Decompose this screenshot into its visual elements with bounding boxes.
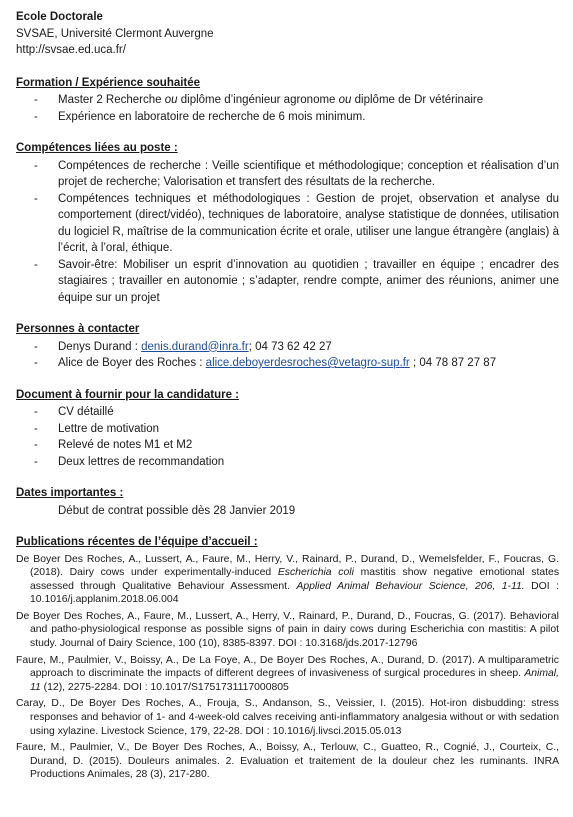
publication-entry: Faure, M., Paulmier, V., De Boyer Des Roches, A., Boissy, A., Terlouw, C., Guatteo, R., Cognié, J., Courteix, C., Durand, D. (2015). Douleurs animales. 2. Evaluation et traitement de la douleur chez les ruminants. INRA Productions Animales, 28 (3), 217-280. — [16, 742, 559, 781]
dash-bullet: - — [34, 455, 38, 468]
dash-bullet: - — [34, 159, 38, 172]
contact-phone: ; 04 73 62 42 27 — [248, 340, 332, 353]
documents-section — [16, 387, 559, 471]
dash-bullet: - — [34, 94, 38, 106]
dash-bullet: - — [34, 110, 38, 123]
contact-item — [16, 339, 559, 356]
documents-list — [16, 404, 559, 470]
contact-name: Denys Durand : — [58, 340, 142, 353]
list-item: - Expérience en laboratoire de recherche de 6 mois minimum. — [16, 109, 559, 126]
dash-bullet: - — [34, 406, 38, 418]
list-item: - Master 2 Recherche ou diplôme d’ingénieur agronome ou diplôme de Dr vétérinaire — [16, 92, 559, 109]
publication-entry: Caray, D., De Boyer Des Roches, A., Frouja, S., Andanson, S., Veissier, I. (2015). Hot-iron disbudding: stress responses and behavior of 1- and 4-week-old calves receiving anti-inflammatory analgesia without or with sedation using xylazine. Livestock Science, 179, 22-28. DOI : 10.1016/j.livsci.2015.05.013 — [16, 698, 559, 737]
contact-email-link[interactable]: alice.deboyerdesroches@vetagro-sup.fr — [205, 357, 410, 369]
dash-bullet: - — [34, 439, 38, 451]
dash-bullet: - — [34, 258, 38, 271]
dash-bullet: - — [34, 357, 38, 369]
list-item: - Lettre de motivation — [16, 421, 559, 438]
org-title: Ecole Doctorale — [16, 11, 103, 23]
list-item: - CV détaillé — [16, 404, 559, 421]
contract-start-date: Début de contrat possible dès 28 Janvier 2019 — [58, 504, 296, 517]
formation-section — [16, 75, 559, 126]
contact-name: Alice de Boyer des Roches : — [58, 357, 206, 369]
contact-phone: ; 04 78 87 27 87 — [409, 357, 497, 369]
publication-entry: De Boyer Des Roches, A., Lussert, A., Faure, M., Herry, V., Rainard, P., Durand, D., Wemelsfelder, F., Foucras, G. (2018). Dairy cows under experimentally-induced Escherichia coli mastitis show negative emotional states assessed through Qualitative Behaviour Assessment. Applied Animal Behaviour Science, 206, 1-11. DOI : 10.1016/j.applanim.2018.06.004 — [16, 553, 560, 606]
competences-list — [16, 158, 559, 307]
contacts-list — [16, 339, 559, 372]
website-url: http://svsae.ed.uca.fr/ — [16, 44, 126, 56]
publication-entry: Faure, M., Paulmier, V., Boissy, A., De La Foye, A., De Boyer Des Roches, A., Durand, D. (2017). A multiparametric approach to discriminate the impacts of different degrees of invasiveness of surgical procedures in sheep. Animal, 11 (12), 2275-2284. DOI : 10.1017/S1751731117000805 — [16, 654, 559, 693]
university-name: SVSAE, Université Clermont Auvergne — [16, 27, 214, 40]
contacts-section — [16, 321, 559, 372]
contact-email-link[interactable]: denis.durand@inra.fr — [141, 340, 249, 353]
header-block — [16, 9, 559, 59]
dates-section — [16, 485, 559, 519]
dash-bullet: - — [34, 340, 38, 353]
publications-section — [16, 534, 559, 782]
list-item: - Deux lettres de recommandation — [16, 454, 559, 471]
list-item: - Savoir-être: Mobiliser un esprit d’innovation au quotidien ; travailler en équipe ; encadrer des stagiaires ; travailler en autonomie ; s’adapter, rendre compte, animer des réunions, animer une équipe sur un projet — [34, 258, 559, 304]
publication-entry: De Boyer Des Roches, A., Faure, M., Lussert, A., Herry, V., Rainard, P., Durand, D., Foucras, G. (2017). Behavioral and patho-physiological response as possible signs of pain in dairy cows during Escherichia con mastitis: A pilot study. Journal of Dairy Science, 100 (10), 8385-8397. DOI : 10.3168/jds.2017-12796 — [16, 610, 559, 650]
formation-title: Formation / Expérience souhaitée — [16, 76, 201, 89]
formation-list — [16, 92, 559, 125]
competences-section — [16, 140, 559, 306]
competences-title: Compétences liées au poste : — [16, 142, 178, 154]
publications-title: Publications récentes de l’équipe d’accueil : — [16, 536, 258, 548]
dash-bullet: - — [34, 422, 38, 435]
contacts-title: Personnes à contacter — [16, 323, 140, 335]
dash-bullet: - — [34, 192, 38, 205]
documents-title: Document à fournir pour la candidature : — [16, 388, 239, 401]
list-item: - Relevé de notes M1 et M2 — [16, 437, 559, 454]
dates-title: Dates importantes : — [16, 487, 124, 499]
contact-item — [16, 355, 559, 372]
list-item: - Compétences de recherche : Veille scientifique et méthodologique; conception et réalisation d’un projet de recherche; Valorisation et transfert des résultats de la recherche. — [34, 159, 559, 188]
list-item: - Compétences techniques et méthodologiques : Gestion de projet, observation et analyse du comportement (direct/vidéo), techniques de laboratoire, analyse statistique de données, utilisation du logiciel R, maîtrise de la communication écrite et orale, utiliser une langue étrangère (anglais) à l’écrit, à l’oral, éthique. — [34, 192, 559, 254]
